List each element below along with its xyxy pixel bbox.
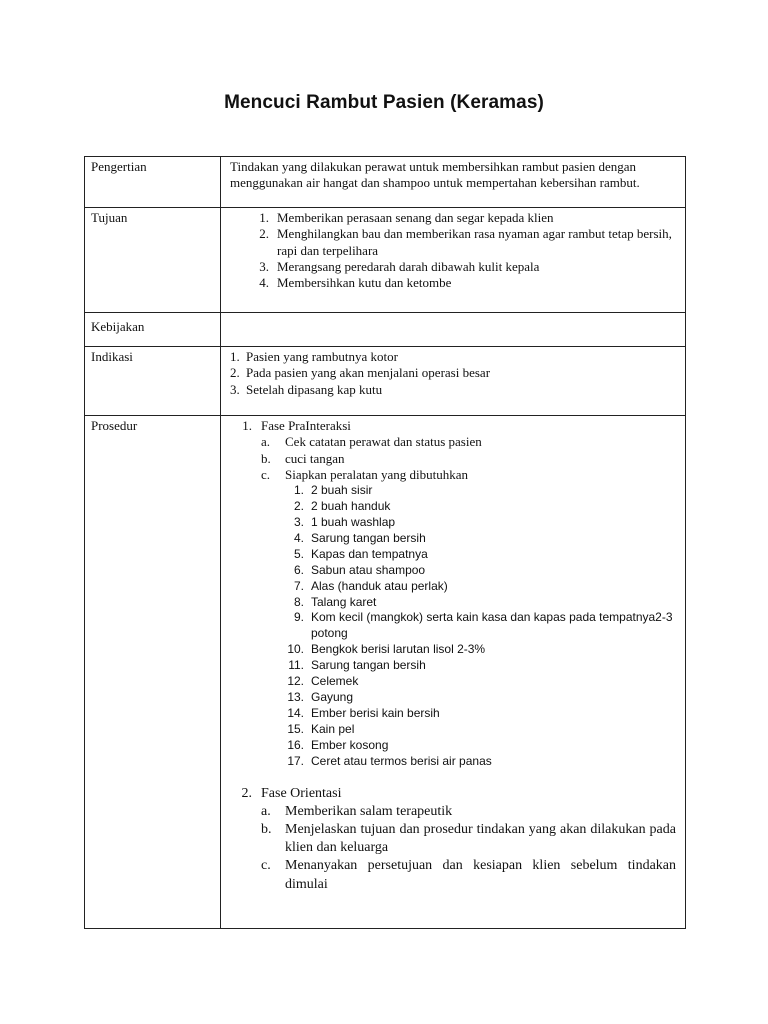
procedure-table [84, 156, 686, 929]
list-item: 13. Gayung [287, 689, 354, 704]
label-prosedur: Prosedur [85, 416, 221, 929]
list-item: 15. Kain pel [287, 721, 355, 736]
list-item: b. cuci tangan [261, 450, 345, 466]
phase-heading: 2. Fase Orientasi [241, 785, 342, 801]
list-item: 6. Sabun atau shampoo [293, 562, 426, 577]
list-item: 17. Ceret atau termos berisi air panas [287, 753, 492, 768]
phase-heading: 1. Fase PraInteraksi [242, 418, 351, 433]
list-item: 3. 1 buah washlap [293, 515, 396, 529]
list-item: 11. Sarung tangan bersih [288, 658, 426, 673]
list-item: 4. Membersihkan kutu dan ketombe [259, 275, 452, 291]
list-item: 12. Celemek [287, 674, 359, 689]
list-item: b. Menjelaskan tujuan dan prosedur tindakan yang akan dilakukan pada klien dan keluarga [261, 821, 676, 856]
list-item: 4. Sarung tangan bersih [293, 530, 426, 545]
list-item: 8. Talang karet [293, 594, 377, 609]
list-item: c. Menanyakan persetujuan dan kesiapan klien sebelum tindakan dimulai [261, 858, 676, 892]
tujuan-list [230, 210, 676, 291]
row-tujuan [85, 208, 686, 313]
list-item: 10. Bengkok berisi larutan lisol 2-3% [287, 642, 486, 657]
row-indikasi [85, 347, 686, 416]
list-item: 14. Ember berisi kain bersih [287, 705, 440, 720]
list-item: 7. Alas (handuk atau perlak) [293, 578, 448, 593]
label-tujuan: Tujuan [85, 208, 221, 313]
document-title: Mencuci Rambut Pasien (Keramas) [224, 92, 544, 113]
orientasi-steps [230, 803, 676, 894]
phase-prainteraksi [230, 418, 676, 770]
list-item: 3. Setelah dipasang kap kutu [230, 381, 383, 397]
kebijakan-text [221, 313, 686, 347]
pengertian-text: Tindakan yang dilakukan perawat untuk membersihkan rambut pasien dengan menggunakan air hangat dan shampoo untuk mempertahan kebersihan rambut. [221, 157, 686, 208]
list-item: 2. 2 buah handuk [293, 499, 391, 514]
indikasi-list [230, 349, 676, 398]
list-item: 1. 2 buah sisir [293, 483, 373, 498]
list-item: 2. Pada pasien yang akan menjalani operasi besar [230, 365, 491, 381]
row-kebijakan [85, 313, 686, 347]
list-item: 2. Menghilangkan bau dan memberikan rasa nyaman agar rambut tetap bersih, rapi dan terpelihara [259, 226, 672, 258]
row-pengertian [85, 157, 686, 208]
list-item: 5. Kapas dan tempatnya [293, 546, 428, 561]
prainteraksi-steps [230, 434, 676, 483]
list-item: 1. Memberikan perasaan senang dan segar kepada klien [259, 210, 554, 225]
label-kebijakan: Kebijakan [85, 313, 221, 347]
list-item: 3. Merangsang peredarah darah dibawah kulit kepala [259, 258, 540, 274]
list-item: c. Siapkan peralatan yang dibutuhkan [261, 466, 469, 482]
label-pengertian: Pengertian [85, 157, 221, 208]
list-item: 1. Pasien yang rambutnya kotor [230, 349, 398, 364]
list-item: 9. Kom kecil (mangkok) serta kain kasa dan kapas pada tempatnya2-3 potong [293, 610, 673, 641]
row-prosedur [85, 416, 686, 929]
phase-orientasi [230, 785, 676, 894]
list-item: a. Cek catatan perawat dan status pasien [261, 434, 482, 450]
list-item: 16. Ember kosong [287, 737, 389, 752]
equipment-list [230, 483, 676, 769]
label-indikasi: Indikasi [85, 347, 221, 416]
list-item: a. Memberikan salam terapeutik [261, 803, 453, 819]
